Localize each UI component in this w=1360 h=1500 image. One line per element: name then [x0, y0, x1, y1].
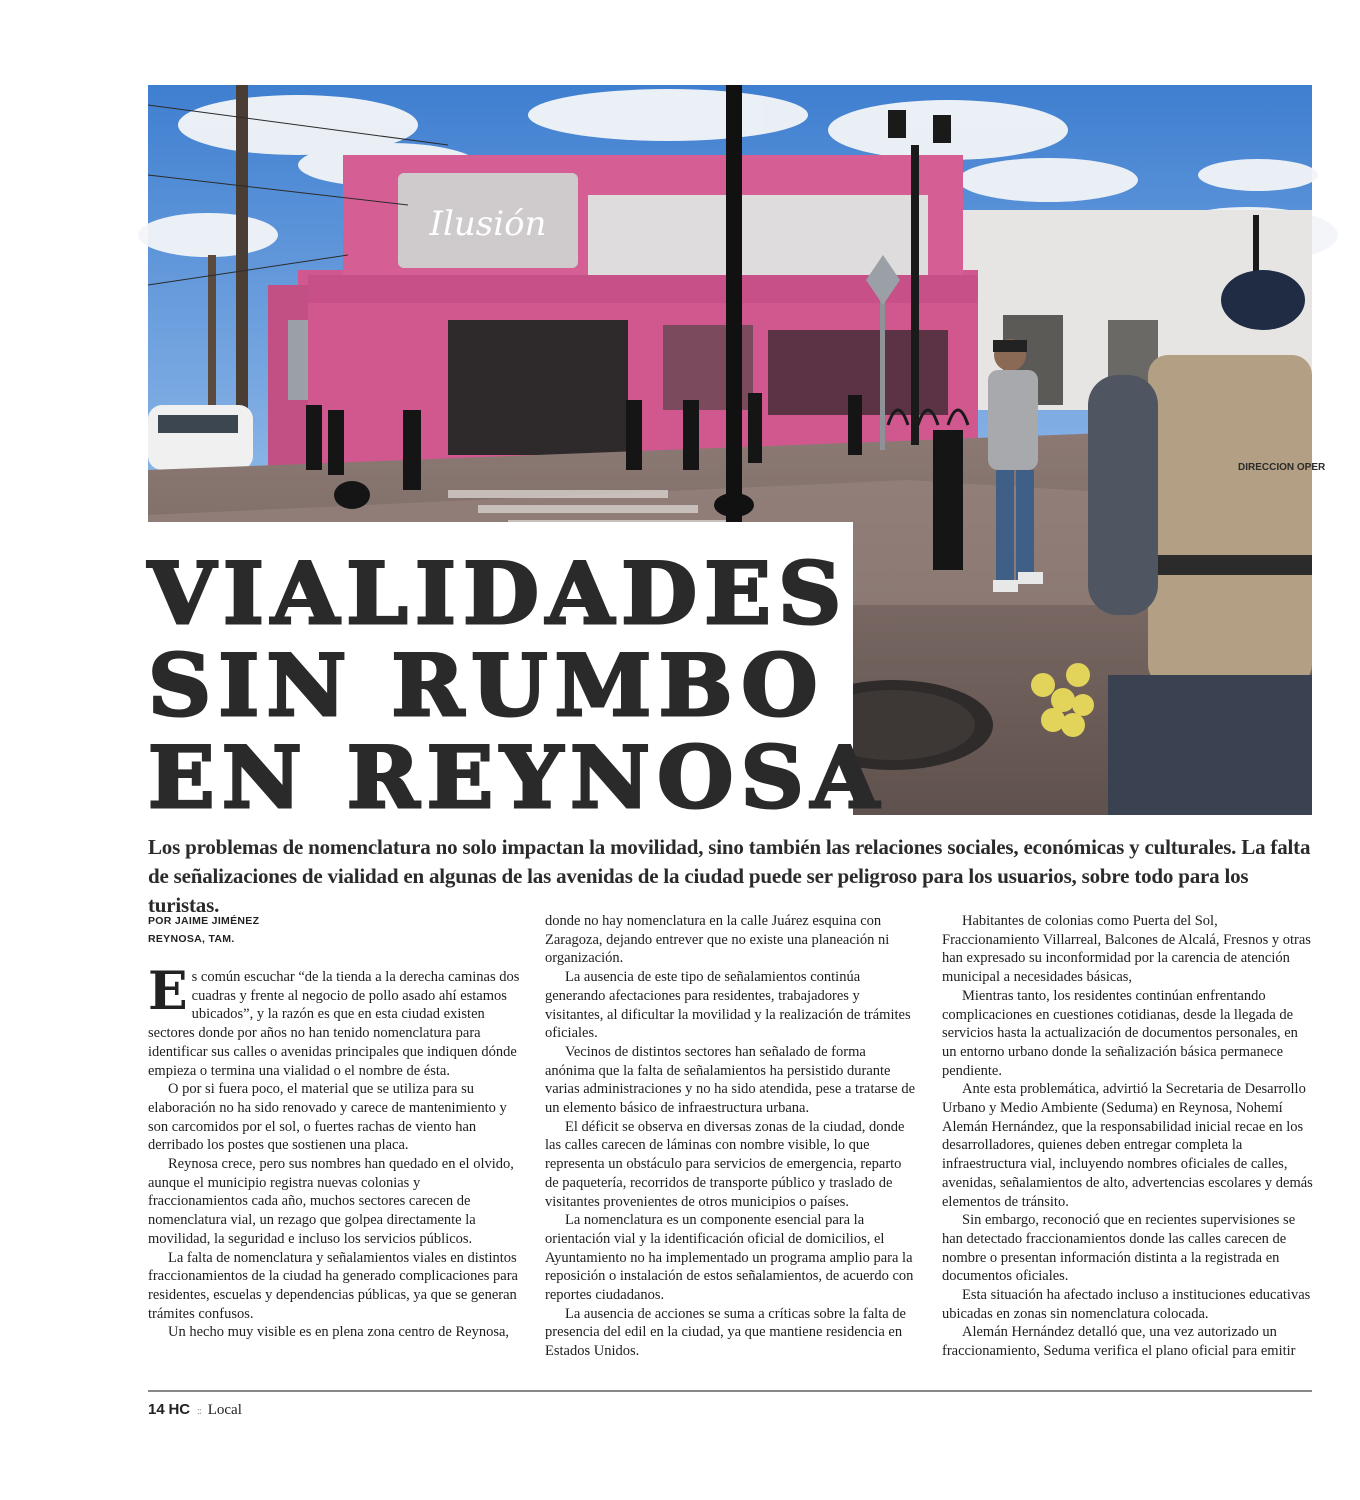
article-column-2 — [545, 912, 917, 1361]
byline-location: REYNOSA, TAM. — [148, 933, 235, 945]
paragraph: Es común escuchar “de la tienda a la derecha caminas dos cuadras y frente al negocio de pollo asado ahí estamos ubicados”, y la razón es que en esta ciudad existen sectores donde por años no han tenido nomenclatura para identificar sus calles o avenidas principales que indiquen dónde empieza o termina una vialidad o el nombre de ésta. — [148, 961, 520, 1079]
headline-box — [148, 522, 887, 827]
paragraph: La nomenclatura es un componente esencial para la orientación vial y la identificación oficial de domicilios, el Ayuntamiento no ha implementado un programa amplio para la reposición o instalación de estos señalamientos, de acuerdo con reportes ciudadanos. — [545, 1212, 914, 1304]
paragraph: donde no hay nomenclatura en la calle Juárez esquina con Zaragoza, dejando entrever que no existe una planeación ni organización. — [545, 913, 890, 967]
headline-line-2: SIN RUMBO — [148, 636, 825, 735]
paragraph: O por si fuera poco, el material que se utiliza para su elaboración no ha sido renovado y carece de mantenimiento y son carcomidos por el sol, o fuertes rachas de viento han derribado los postes que sostienen una placa. — [148, 1081, 507, 1154]
svg-text:DIRECCION OPER: DIRECCION OPER — [1238, 462, 1326, 473]
headline-line-1: VIALIDADES — [148, 544, 849, 643]
section-name: Local — [207, 1402, 242, 1418]
paragraph: Vecinos de distintos sectores han señalado de forma anónima que la falta de señalamientos ha persistido durante varias administraciones y no ha sido atendida, pese a tratarse de un elemento básico de infraestructura urbana. — [545, 1043, 916, 1117]
drop-cap: E — [148, 961, 188, 1022]
paragraph: Sin embargo, reconoció que en recientes supervisiones se han detectado fraccionamientos donde las calles carecen de nombre o presentan información distinta a la registrada en documentos oficiales. — [942, 1212, 1296, 1285]
paragraph: La ausencia de este tipo de señalamientos continúa generando afectaciones para residentes, trabajadores y visitantes, al dificultar la movilidad y la realización de trámites oficiales. — [545, 969, 911, 1042]
deck: Los problemas de nomenclatura no solo impactan la movilidad, sino también las relaciones sociales, económicas y culturales. La falta de señalizaciones de vialidad en algunas de las avenidas de la ciudad puede ser peligroso para los usuarios, sobre todo para los turistas. — [148, 835, 1311, 917]
byline-author: POR JAIME JIMÉNEZ — [148, 915, 260, 927]
folio — [148, 1400, 242, 1421]
paragraph: Reynosa crece, pero sus nombres han quedado en el olvido, aunque el municipio registra nuevas colonias y fraccionamientos cada año, muchos sectores carecen de nomenclatura vial, un rezago que golpea directamente la movilidad, la seguridad e incluso los servicios públicos. — [148, 1156, 514, 1247]
paragraph: Mientras tanto, los residentes continúan enfrentando complicaciones en cuestiones cotidianas, desde la llegada de servicios hasta la actualización de documentos personales, en un entorno urbano donde la señalización básica permanece pendiente. — [942, 987, 1298, 1079]
page-number: 14 — [148, 1401, 165, 1418]
paragraph: La falta de nomenclatura y señalamientos viales en distintos fraccionamientos de la ciudad ha generado complicaciones para residentes, escuelas y dependencias públicas, ya que se generan trámites confusos. — [148, 1249, 518, 1322]
headline-line-3: EN REYNOSA — [148, 728, 887, 827]
byline — [148, 912, 520, 948]
article-column-3 — [942, 912, 1314, 1361]
article-column-1 — [148, 912, 520, 1342]
storefront-sign: Ilusión — [429, 204, 547, 244]
paragraph: La ausencia de acciones se suma a críticas sobre la falta de presencia del edil en la ciudad, ya que mantiene residencia en Estados Unidos. — [545, 1305, 906, 1360]
paragraph: Ante esta problemática, advirtió la Secretaria de Desarrollo Urbano y Medio Ambiente (Seduma) en Reynosa, Nohemí Alemán Hernández, que la responsabilidad inicial recae en los desarrolladores, quienes deben entregar completa la infraestructura vial, incluyendo nombres oficiales de calles, avenidas, señalamientos de alto, advertencias escolares y demás elementos de tránsito. — [942, 1081, 1313, 1210]
footer-rule — [148, 1390, 1312, 1392]
paragraph: Un hecho muy visible es en plena zona centro de Reynosa, — [168, 1324, 510, 1341]
separator-icon: :: — [196, 1405, 201, 1417]
paragraph: Alemán Hernández detalló que, una vez autorizado un fraccionamiento, Seduma verifica el plano oficial para emitir — [942, 1324, 1296, 1360]
paragraph: Habitantes de colonias como Puerta del Sol, Fraccionamiento Villarreal, Balcones de Alcalá, Fresnos y otras han expresado su inconformidad por la carencia de atención municipal a necesidades básicas, — [942, 913, 1311, 986]
paragraph: Esta situación ha afectado incluso a instituciones educativas ubicadas en zonas sin nomenclatura colocada. — [942, 1287, 1311, 1322]
paragraph: El déficit se observa en diversas zonas de la ciudad, donde las calles carecen de láminas con nombre visible, lo que representa un obstáculo para servicios de emergencia, reparto de paquetería, recorridos de transporte público y traslado de visitantes provenientes de otros municipios o países. — [545, 1118, 905, 1210]
headline — [148, 544, 897, 827]
publication-brand: HC — [168, 1401, 191, 1418]
